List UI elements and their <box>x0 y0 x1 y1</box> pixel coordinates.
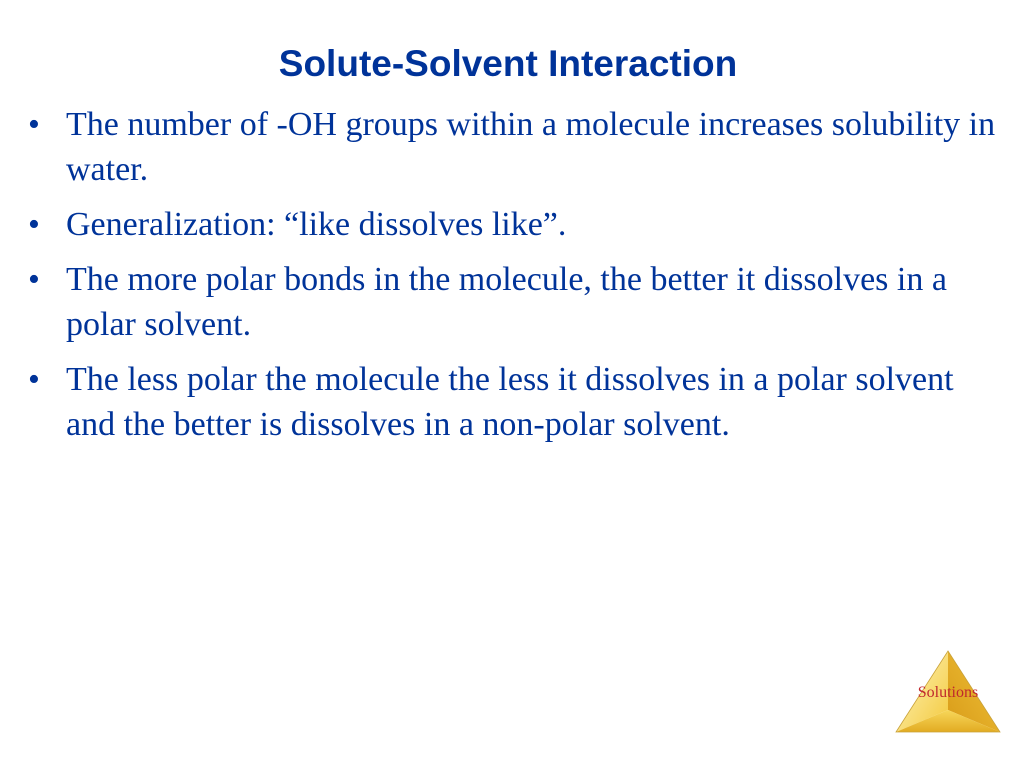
bullet-marker: • <box>28 206 40 243</box>
bullet-list <box>28 102 998 457</box>
bullet-text: The number of -OH groups within a molecule increases solubility in water. <box>66 106 996 188</box>
bullet-marker: • <box>28 106 40 143</box>
bullet-item <box>28 202 998 247</box>
solutions-logo <box>890 648 1006 740</box>
bullet-item <box>28 257 998 347</box>
logo-label: Solutions <box>917 684 979 701</box>
bullet-marker: • <box>28 261 40 298</box>
bullet-text: The less polar the molecule the less it dissolves in a polar solvent and the better is dissolves in a non-polar solvent. <box>66 361 954 443</box>
slide-title: Solute-Solvent Interaction <box>278 43 738 84</box>
bullet-text: The more polar bonds in the molecule, the better it dissolves in a polar solvent. <box>66 261 947 343</box>
bullet-marker: • <box>28 361 40 398</box>
bullet-item <box>28 357 998 447</box>
bullet-text: Generalization: “like dissolves like”. <box>66 206 567 243</box>
bullet-item <box>28 102 998 192</box>
